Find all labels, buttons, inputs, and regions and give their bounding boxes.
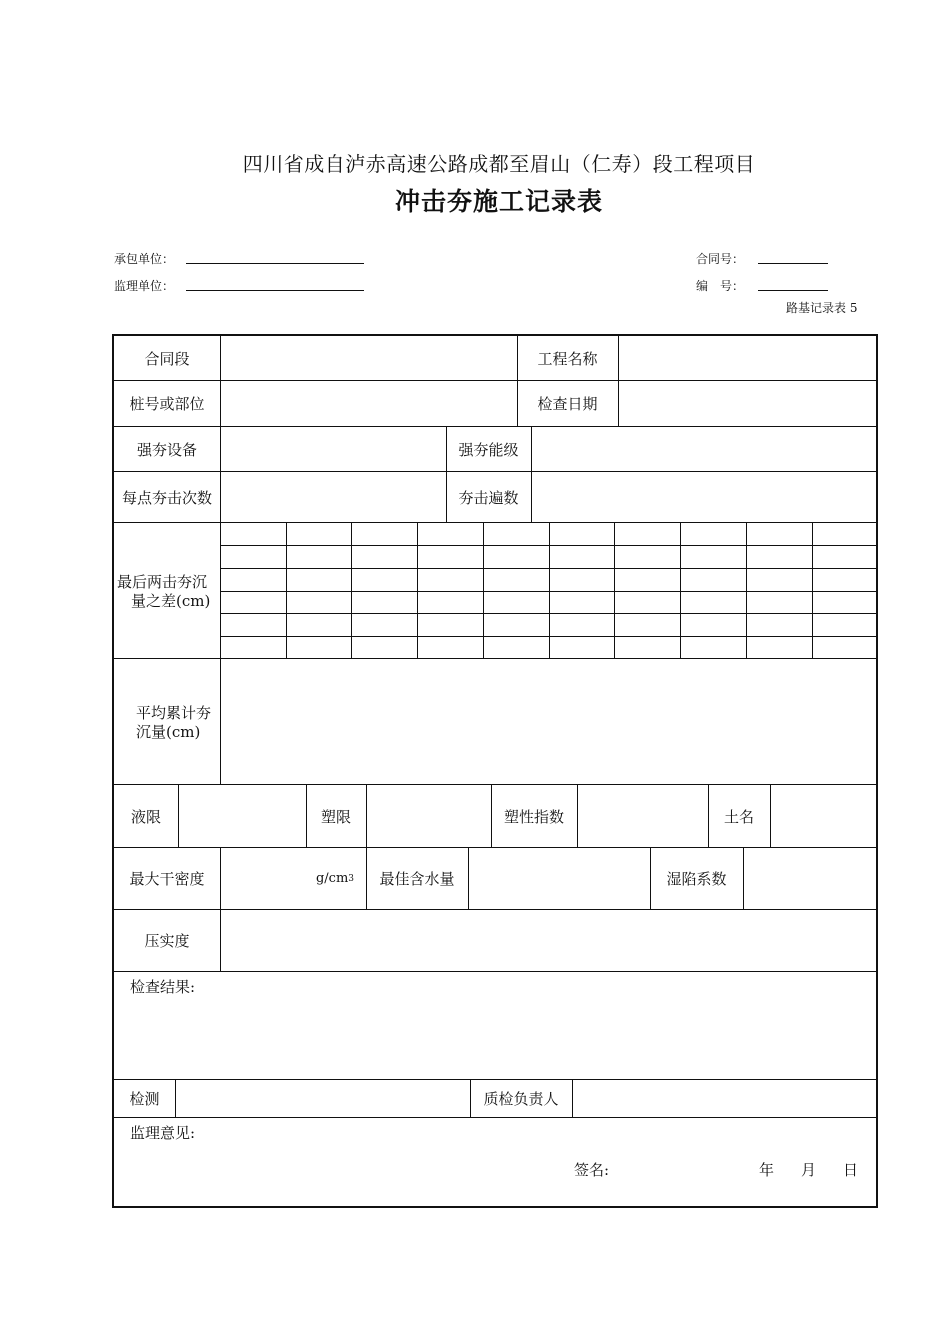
avg-settlement-label: 平均累计夯 沉量(cm) <box>136 704 212 741</box>
contractor-field[interactable] <box>186 263 364 264</box>
project-name-input[interactable] <box>619 336 876 380</box>
contract-no-label: 合同号： <box>696 252 745 266</box>
energy-level-input[interactable] <box>532 427 876 471</box>
supervisor-field[interactable] <box>186 290 364 291</box>
energy-level-label: 强夯能级 <box>458 440 519 459</box>
density-unit: g/cm 3 <box>315 871 355 886</box>
plasticity-index-input[interactable] <box>578 785 708 847</box>
avg-settlement-input[interactable] <box>221 659 876 784</box>
settlement-diff-label: 最后两击夯沉 量之差(cm) <box>117 573 211 610</box>
qc-lead-label: 质检负责人 <box>483 1090 559 1108</box>
supervision-opinion-label: 监理意见: <box>130 1124 196 1142</box>
optimum-moisture-label: 最佳含水量 <box>379 870 455 888</box>
month-label: 月 <box>801 1161 817 1179</box>
contract-section-input[interactable] <box>221 336 517 380</box>
signature-label: 签名: <box>574 1161 610 1179</box>
record-table <box>112 334 878 1208</box>
contract-section-label: 合同段 <box>144 349 190 368</box>
plastic-limit-input[interactable] <box>367 785 491 847</box>
inspector-label: 检测 <box>129 1090 160 1108</box>
compaction-input[interactable] <box>221 910 876 971</box>
passes-input[interactable] <box>532 472 876 522</box>
year-label: 年 <box>759 1161 775 1179</box>
plastic-limit-label: 塑限 <box>320 807 351 826</box>
liquid-limit-label: 液限 <box>130 807 161 826</box>
equipment-input[interactable] <box>221 427 446 471</box>
hits-per-point-label: 每点夯击次数 <box>121 488 212 507</box>
max-dry-density-label: 最大干密度 <box>129 870 205 888</box>
form-code: 路基记录表 5 <box>786 301 858 315</box>
station-input[interactable] <box>221 381 517 426</box>
optimum-moisture-input[interactable] <box>469 848 650 909</box>
check-result-label: 检查结果: <box>130 978 196 996</box>
check-date-label: 检查日期 <box>537 395 598 413</box>
hits-per-point-input[interactable] <box>221 472 446 522</box>
check-date-input[interactable] <box>619 381 876 426</box>
contract-no-field[interactable] <box>758 263 828 264</box>
inspector-input[interactable] <box>176 1080 470 1117</box>
station-label: 桩号或部位 <box>129 395 205 413</box>
passes-label: 夯击遍数 <box>458 488 519 507</box>
day-label: 日 <box>843 1161 859 1179</box>
serial-field[interactable] <box>758 290 828 291</box>
plasticity-index-label: 塑性指数 <box>503 807 564 826</box>
liquid-limit-input[interactable] <box>179 785 306 847</box>
compaction-label: 压实度 <box>144 932 190 950</box>
form-title: 冲击夯施工记录表 <box>394 187 603 216</box>
qc-lead-input[interactable] <box>573 1080 876 1117</box>
collapsibility-input[interactable] <box>744 848 876 909</box>
contractor-label: 承包单位： <box>114 252 175 266</box>
soil-name-input[interactable] <box>771 785 876 847</box>
project-name-label: 工程名称 <box>537 349 598 368</box>
equipment-label: 强夯设备 <box>136 440 197 459</box>
soil-name-label: 土名 <box>723 807 754 826</box>
supervisor-label: 监理单位： <box>114 279 175 293</box>
project-name: 四川省成自泸赤高速公路成都至眉山（仁寿）段工程项目 <box>242 152 756 176</box>
serial-label: 编 号： <box>696 279 745 293</box>
collapsibility-label: 湿陷系数 <box>666 870 727 888</box>
